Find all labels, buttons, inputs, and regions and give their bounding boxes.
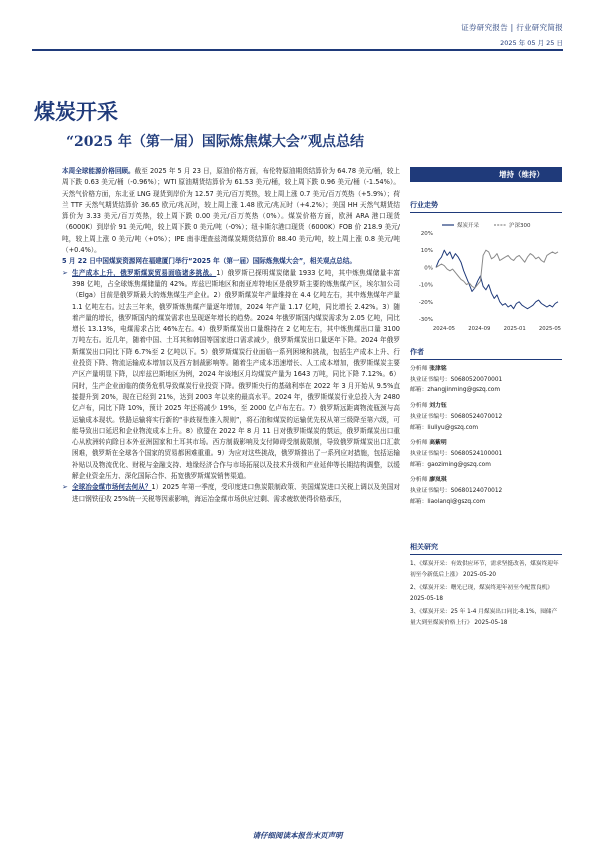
author-email[interactable]: 邮箱：gaoziming@gszq.com: [410, 461, 491, 468]
legend-label: 沪深300: [509, 223, 531, 229]
sector-title: 煤炭开采: [34, 99, 118, 124]
author-entry: [410, 438, 562, 475]
report-type: 证券研究报告 | 行业研究简报: [461, 23, 563, 32]
author-cert: 执业证书编号：S0680124070012: [410, 488, 503, 495]
y-tick-label: 20%: [420, 231, 433, 237]
related-item[interactable]: [410, 583, 562, 604]
authors-heading: 作者: [410, 347, 562, 360]
author-name: 刘力钰: [429, 403, 447, 410]
author-email[interactable]: 邮箱：liuliyu@gszq.com: [410, 424, 479, 431]
header-divider: [32, 49, 563, 51]
bullet-lead: 生产成本上升，俄罗斯煤炭贸易面临诸多挑战。: [72, 268, 217, 277]
bullet-text: 1）2025 年第一季度，受印度进口焦炭限制政策、美国煤炭进口关税上调以及美国对进口钢铁征收 25%统一关税等因素影响，海运冶金煤市场供应过剩、需求疲软使得价格承压，: [72, 483, 401, 503]
related-list: [410, 559, 562, 631]
bullet-text: 1）俄罗斯已探明煤炭储量 1933 亿吨，其中炼焦煤储量丰富 398 亿吨，占全球炼焦煤储量的 42%。库兹巴斯地区和南亚库特地区是俄罗斯主要的炼焦煤产区，埃尔加公司（Elga）目前是俄罗斯最大的炼焦煤生产企业。2）俄罗斯煤炭年产量维持在 4.4 亿吨左右，其中炼焦煤年产量 1.1 亿吨左右。过去三年来，俄罗斯炼焦煤产量逐年增加，2024 年产量 1.17 亿吨，同比增长 2.42%。3）随着产量的增长，俄罗斯国内的煤炭需求也呈现逐年增长的趋势。2024 年俄罗斯国内煤炭需求为 2.05 亿吨，同比增长 13.13%，电煤需求占比 46%左右。4）俄罗斯煤炭出口量维持在 2 亿吨左右，其中炼焦煤出口量 3100 万吨左右。近几年，随着中国、土耳其和韩国等国家进口需求减少，俄罗斯煤炭出口量逐年下降。2024 年俄罗斯煤炭出口同比下降 6.7%至 2 亿吨以下。5）俄罗斯煤炭行业面临一系列困境和挑战，包括生产成本上升、行业投资下降、物流运输成本增加以及西方制裁影响等。随着生产成本迅速增长、人工成本增加，俄罗斯煤炭主要产区产量明显下降，以库兹巴斯地区为例，2024 年该地区月均煤炭产量为 1643 万吨，同比下降 7.12%。6）同时，生产企业面临的债务危机导致煤炭行业投资下降。俄罗斯央行的基础利率在 2022 年 3 月开始从 9.5%直接提升到 20%，现在已经到 21%，达到 2003 年以来的最高水平。2024 年，俄罗斯煤炭行业总投入为 2480 亿卢布，同比下降 10%，预计 2025 年还将减少 19%，至 2000 亿卢布左右。7）俄罗斯远距离物流瓶颈与高运输成本现状。铁路运输将实行新的“非歧视性准入规则”，将石油和煤炭的运输优先权从第三级降至第六级，可能导致出口延迟和企业物流成本上升。8）欧盟在 2022 年 8 月 11 日对俄罗斯煤炭的禁运，俄罗斯煤炭出口重心从欧洲转向除日本外亚洲国家和土耳其市场。西方制裁影响及支付障碍受制裁限制，导致俄罗斯煤炭出口汇款困难，俄罗斯在全球各个国家的贸易都困难重重。9）为应对这些挑战，俄罗斯推出了一系列应对措施，包括运输补贴以及物流优化、财税与金融支持、地缘经济合作与市场拓展以及技术升级和产业延伸等长期结构调整，以缓解企业资金压力、深化国际合作、拓宽俄罗斯煤炭销售渠道。: [72, 268, 401, 481]
footer-disclaimer: 请仔细阅读本报告末页声明: [252, 831, 343, 840]
y-tick-label: -10%: [418, 282, 433, 289]
paragraph-conference: 5 月 22 日中国煤炭资源网在福建厦门举行“2025 年（第一届）国际炼焦煤大会”，相关观点总结。: [62, 257, 356, 266]
bullet-arrow-icon: ➢: [62, 483, 68, 492]
author-name: 张津铭: [429, 366, 447, 372]
author-name-line: [410, 475, 562, 486]
author-name-line: [410, 438, 562, 449]
trend-chart: [410, 219, 562, 335]
related-title: 3、《煤炭开采：25 年 1-4 月煤炭出口同比-8.1%，囤储产量大到至煤炭价格上行》: [410, 609, 558, 626]
y-tick-label: -20%: [418, 299, 433, 306]
author-cert: 执业证书编号：S0680524100001: [410, 450, 503, 457]
bullet-lead: 全球冶金煤市场何去何从？: [72, 483, 152, 492]
related-item[interactable]: [410, 559, 562, 580]
paragraph-energy-review: [62, 166, 400, 256]
related-date: 2025-05-20: [463, 571, 497, 578]
paragraph-text: 截至 2025 年 5 月 23 日，原油价格方面，布伦特原油期货结算价为 64.78 美元/桶，较上周下跌 0.63 美元/桶（-0.96%）；WTI 原油期货结算价为 61.53 美元/桶，较上周下跌 0.96 美元/桶（-1.54%）。天然气价格方面，东北亚 LNG 现货到岸价为 12.57 美元/百万英热，较上周上涨 0.7 美元/百万英热（+5.9%）；荷兰 TTF 天然气期货结算价 36.65 欧元/兆瓦时，较上周上涨 1.48 欧元/兆瓦时（+4.2%）；美国 HH 天然气期货结算价为 3.33 美元/百万英热，较上周下跌 0.00 美元/百万英热（0%）。煤炭价格方面，欧洲 ARA 港口现货（6000K）到岸价 91 美元/吨，较上周下跌 0 美元/吨（-0%）；纽卡斯尔港口现货（6000K）FOB 价 218.9 美元/吨，较上周上涨 0 美元/吨（+0%）；IPE 南非理查兹湾煤炭期货结算价 88.40 美元/吨，较上周上涨 0.8 美元/吨（+0.4%）。: [62, 167, 401, 255]
related-title: 1、《煤炭开采：有效供应环节，需求坚挺改善，煤炭终迎年初至今新低后上涨》: [410, 561, 559, 578]
x-tick-label: 2025-05: [538, 326, 562, 332]
x-tick-label: 2025-01: [503, 326, 526, 332]
related-heading: 相关研究: [410, 542, 562, 555]
y-tick-label: -30%: [418, 317, 433, 323]
author-cert: 执业证书编号：S0680520070001: [410, 376, 503, 383]
bullet-arrow-icon: ➢: [62, 268, 68, 277]
main-body: [62, 166, 400, 505]
author-name-line: [410, 401, 562, 412]
rating-badge: 增持（维持）: [410, 167, 562, 182]
author-role: 分析师: [410, 366, 430, 372]
author-entry: [410, 475, 562, 507]
paragraph-lead: 本周全球能源价格回顾。: [62, 167, 135, 175]
y-tick-label: 10%: [420, 248, 433, 255]
y-tick-label: 0%: [424, 265, 433, 272]
report-title: “2025 年（第一届）国际炼焦煤大会”观点总结: [66, 134, 364, 150]
related-title: 2、《煤炭开采：曙光已现，煤炭终迎年初至今配置良机》: [410, 585, 553, 591]
author-entry: [410, 401, 562, 438]
trend-heading: 行业走势: [410, 200, 562, 213]
x-tick-label: 2024-09: [468, 326, 491, 332]
legend-label: 煤炭开采: [457, 223, 480, 229]
related-date: 2025-05-18: [410, 595, 444, 602]
bullet-russia: [62, 268, 400, 483]
author-cert: 执业证书编号：S0680524070012: [410, 413, 503, 420]
author-email[interactable]: 邮箱：liaolanqi@gszq.com: [410, 498, 486, 505]
report-date: 2025 年 05 月 25 日: [500, 39, 563, 47]
authors-list: [410, 364, 562, 507]
bullet-global-met-coal: [62, 482, 400, 505]
author-name: 廖岚琪: [429, 477, 447, 484]
related-item[interactable]: [410, 607, 562, 628]
related-date: 2025-05-18: [474, 619, 508, 626]
author-entry: [410, 364, 562, 401]
author-email[interactable]: 邮箱：zhangjinming@gszq.com: [410, 387, 500, 394]
author-role: 分析师: [410, 477, 430, 484]
author-name: 高紫明: [429, 440, 447, 447]
author-role: 分析师: [410, 440, 430, 447]
author-name-line: [410, 364, 562, 375]
x-tick-label: 2024-05: [432, 326, 456, 332]
author-role: 分析师: [410, 403, 430, 410]
